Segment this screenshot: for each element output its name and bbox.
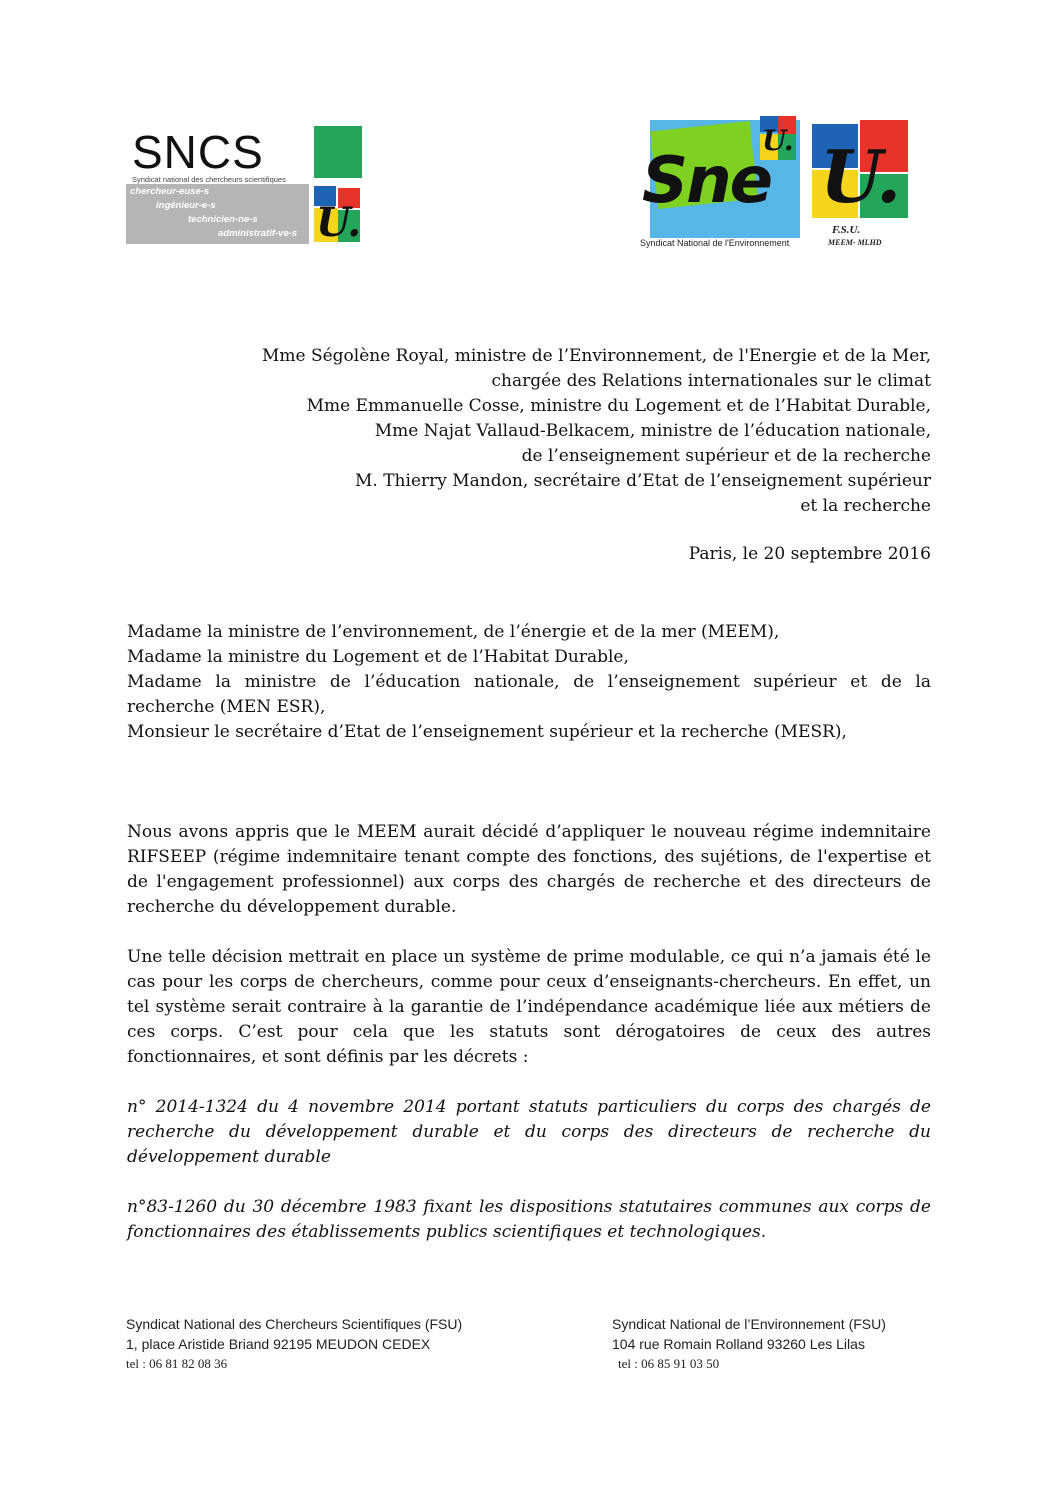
footer-sne-name: Syndicat National de l’Environnement (FSU) — [612, 1316, 886, 1332]
salutation-line: Madame la ministre de l’environnement, de l’énergie et de la mer (MEEM), — [127, 622, 780, 642]
salutation-line: Madame la ministre du Logement et de l’Habitat Durable, — [127, 647, 629, 667]
recipient-line: chargée des Relations internationales sur le climat — [491, 371, 931, 391]
sne-logo — [640, 120, 918, 252]
fsu-label: F.S.U. — [832, 224, 861, 236]
sncs-grey-panel — [126, 184, 309, 244]
svg-text:U.: U. — [820, 134, 902, 219]
sncs-line-4: administratif-ve-s — [218, 228, 298, 239]
paragraph-rifseep: Nous avons appris que le MEEM aurait décidé d’appliquer le nouveau régime indemnitaire RIFSEEP (régime indemnitaire tenant compte des fonctions, des sujétions, de l'expertise et de l'engagement professionnel) aux corps des chargés de recherche et des directeurs de recherche du développement durable. — [127, 822, 931, 917]
recipient-line: et la recherche — [800, 496, 931, 516]
footer-sne — [612, 1314, 886, 1374]
sncs-logo-title: SNCS — [132, 126, 264, 178]
sncs-logo-subtitle: Syndicat national des chercheurs scientifiques — [132, 175, 286, 184]
decree-2014: n° 2014-1324 du 4 novembre 2014 portant statuts particuliers du corps des chargés de recherche du développement durable et du corps des directeurs de recherche du développement durable — [127, 1097, 931, 1167]
recipient-line: Mme Ségolène Royal, ministre de l’Environnement, de l'Energie et de la Mer, — [261, 346, 931, 366]
sncs-line-3: technicien-ne-s — [188, 214, 258, 225]
sne-logo-caption: Syndicat National de l'Environnement — [640, 238, 790, 248]
sncs-logo — [126, 126, 366, 246]
footer-sncs-address: 1, place Aristide Briand 92195 MEUDON CEDEX — [126, 1336, 431, 1352]
date-line: Paris, le 20 septembre 2016 — [688, 544, 931, 564]
recipients-block — [262, 344, 931, 519]
salutation-line: Madame la ministre de l’éducation nationale, de l’enseignement supérieur et de la recherche (MEN ESR), — [127, 672, 931, 717]
meem-label: MEEM- MLHD — [828, 238, 882, 247]
svg-text:U.: U. — [316, 199, 362, 244]
sncs-line-2: ingénieur-e-s — [156, 200, 216, 211]
fsu-u-mark-icon — [810, 120, 910, 220]
footer-sncs-name: Syndicat National des Chercheurs Scientifiques (FSU) — [126, 1316, 463, 1332]
recipient-line: Mme Emmanuelle Cosse, ministre du Logement et de l’Habitat Durable, — [306, 396, 931, 416]
sncs-u-mark-icon — [312, 186, 362, 244]
footer-sncs-tel: tel : 06 81 82 08 36 — [126, 1356, 228, 1371]
recipient-line: de l’enseignement supérieur et de la recherche — [521, 446, 931, 466]
sne-logo-text: Sne — [642, 144, 772, 218]
svg-text:U.: U. — [762, 124, 794, 157]
paragraph-prime-modulable: Une telle décision mettrait en place un système de prime modulable, ce qui n’a jamais été le cas pour les corps de chercheurs, comme pour ceux d’enseignants-chercheurs. En effet, un tel système serait contraire à la garantie de l’indépendance académique liée aux métiers de ces corps. C’est pour cela que les statuts sont dérogatoires de ceux des autres fonctionnaires, et sont définis par les décrets : — [127, 947, 931, 1067]
footer-sne-address: 104 rue Romain Rolland 93260 Les Lilas — [612, 1336, 865, 1352]
decree-1983: n°83-1260 du 30 décembre 1983 fixant les dispositions statutaires communes aux corps de fonctionnaires des établissements publics scientifiques et technologiques. — [127, 1197, 931, 1242]
letter-body — [127, 620, 931, 1245]
recipient-line: M. Thierry Mandon, secrétaire d’Etat de l’enseignement supérieur — [355, 471, 931, 491]
footer-sne-tel: tel : 06 85 91 03 50 — [618, 1356, 720, 1371]
recipient-line: Mme Najat Vallaud-Belkacem, ministre de l’éducation nationale, — [374, 421, 931, 441]
sncs-line-1: chercheur-euse-s — [130, 186, 210, 197]
footer-sncs — [126, 1314, 462, 1374]
sncs-green-square — [314, 126, 362, 178]
salutation-line: Monsieur le secrétaire d’Etat de l’enseignement supérieur et la recherche (MESR), — [127, 722, 847, 742]
